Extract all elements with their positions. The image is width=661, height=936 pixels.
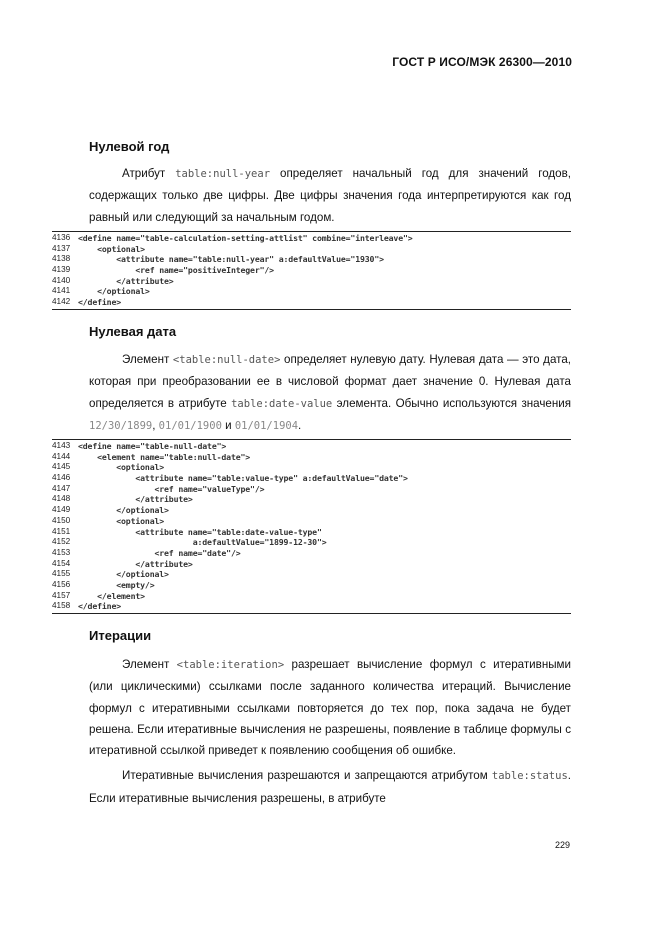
line-number: 4156 [52,579,71,589]
code-text: </attribute> [78,494,193,505]
code-line [52,516,571,527]
code-line [52,601,571,612]
line-number: 4144 [52,451,71,461]
inline-code: <table:iteration> [176,659,285,671]
document-header: ГОСТ Р ИСО/МЭК 26300—2010 [392,55,572,69]
code-text: <optional> [78,515,165,526]
code-line [52,441,571,452]
code-line [52,569,571,580]
code-text: <define name="table-null-date"> [78,441,227,451]
code-line [52,548,571,559]
code-text: </define> [78,601,122,612]
code-line [52,527,571,538]
inline-code: <table:null-date> [172,354,281,366]
code-line [52,244,571,255]
text-run: определяет начальный год для значений годов, содержащих только две цифры. Две цифры значения года интерпретируются как год равный или следующий за начальным годом. [89,167,571,224]
code-line [52,580,571,591]
paragraph-null-year [89,163,571,228]
section-title-null-year: Нулевой год [89,139,170,154]
code-line [52,254,571,265]
line-number: 4154 [52,558,71,568]
code-line [52,286,571,297]
code-text: </attribute> [78,275,174,286]
section-title-null-date: Нулевая дата [89,324,177,339]
code-text: <attribute name="table:date-value-type" [78,526,322,537]
code-text: <ref name="positiveInteger"/> [78,265,274,276]
line-number: 4140 [52,275,71,285]
code-text: </optional> [78,569,169,580]
line-number: 4138 [52,254,71,264]
text-run: . [298,418,302,432]
line-number: 4152 [52,537,71,547]
code-line [52,297,571,308]
code-text: </define> [78,297,122,308]
page-number: 229 [554,840,570,850]
text-run: , [152,418,159,432]
inline-date-value: 01/01/1900 [158,419,222,432]
line-number: 4147 [52,483,71,493]
inline-date-value: 12/30/1899 [89,419,153,432]
section-title-iterations: Итерации [89,628,152,643]
code-block-null-date [52,439,571,614]
code-line [52,559,571,570]
text-run: Элемент [122,353,173,366]
code-line [52,276,571,287]
code-line [52,473,571,484]
paragraph-null-date [89,349,571,437]
line-number: 4146 [52,473,71,483]
line-number: 4157 [52,590,71,600]
code-line [52,484,571,495]
code-block-null-year [52,231,571,310]
text-run: . Если итеративные вычисления разрешены, в атрибуте [89,769,571,805]
inline-code: table:null-year [175,168,271,180]
paragraph-iterations [89,654,571,809]
code-text: <ref name="valueType"/> [78,483,265,494]
line-number: 4137 [52,243,71,253]
code-line [52,462,571,473]
code-line [52,505,571,516]
line-number: 4155 [52,569,71,579]
text-run: Элемент [122,658,177,671]
line-number: 4141 [52,286,71,296]
code-text: <attribute name="table:null-year" a:defaultValue="1930"> [78,254,384,265]
code-text: </optional> [78,505,169,516]
code-text: </element> [78,590,145,601]
code-text: </attribute> [78,558,193,569]
code-line [52,537,571,548]
code-text: <ref name="date"/> [78,547,241,558]
line-number: 4139 [52,265,71,275]
inline-code: table:date-value [231,397,333,410]
code-line [52,233,571,244]
line-number: 4153 [52,547,71,557]
code-text: <optional> [78,243,145,254]
code-line [52,265,571,276]
line-number: 4149 [52,505,71,515]
text-run: разрешает вычисление формул с итеративными (или циклическими) ссылками после заданного количества итераций. Вычисление формул с итеративными ссылками повторяется до тех пор, пока задача не будет решена. Если итеративные вычисления не разрешены, появление в таблице формулы с итеративной ссылкой приведет к появлению сообщения об ошибке. [89,658,571,758]
code-text: <optional> [78,462,165,473]
code-line [52,591,571,602]
inline-date-value: 01/01/1904 [234,419,299,432]
code-line [52,452,571,463]
code-line [52,494,571,505]
text-run: элемента. Обычно используются значения [332,396,572,410]
line-number: 4142 [52,297,71,307]
code-text: <define name="table-calculation-setting-attlist" combine="interleave"> [78,233,413,243]
text-run: Атрибут [122,167,176,180]
text-run: и [221,418,235,432]
code-text: a:defaultValue="1899-12-30"> [78,537,327,548]
text-run: Итеративные вычисления разрешаются и запрещаются атрибутом [122,769,492,783]
code-text: </optional> [78,286,150,297]
line-number: 4136 [52,233,71,242]
line-number: 4150 [52,515,71,525]
text-run: определяет нулевую дату. Нулевая дата — это дата, которая при преобразовании ее в числовой формат дает значение 0. Нулевая дата определяется в атрибуте [89,353,571,410]
code-text: <empty/> [78,579,155,590]
line-number: 4145 [52,462,71,472]
line-number: 4143 [52,441,71,450]
line-number: 4148 [52,494,71,504]
line-number: 4158 [52,601,71,611]
code-text: <attribute name="table:value-type" a:defaultValue="date"> [78,473,408,484]
line-number: 4151 [52,526,71,536]
code-text: <element name="table:null-date"> [78,451,251,462]
inline-code: table:status [491,770,568,783]
